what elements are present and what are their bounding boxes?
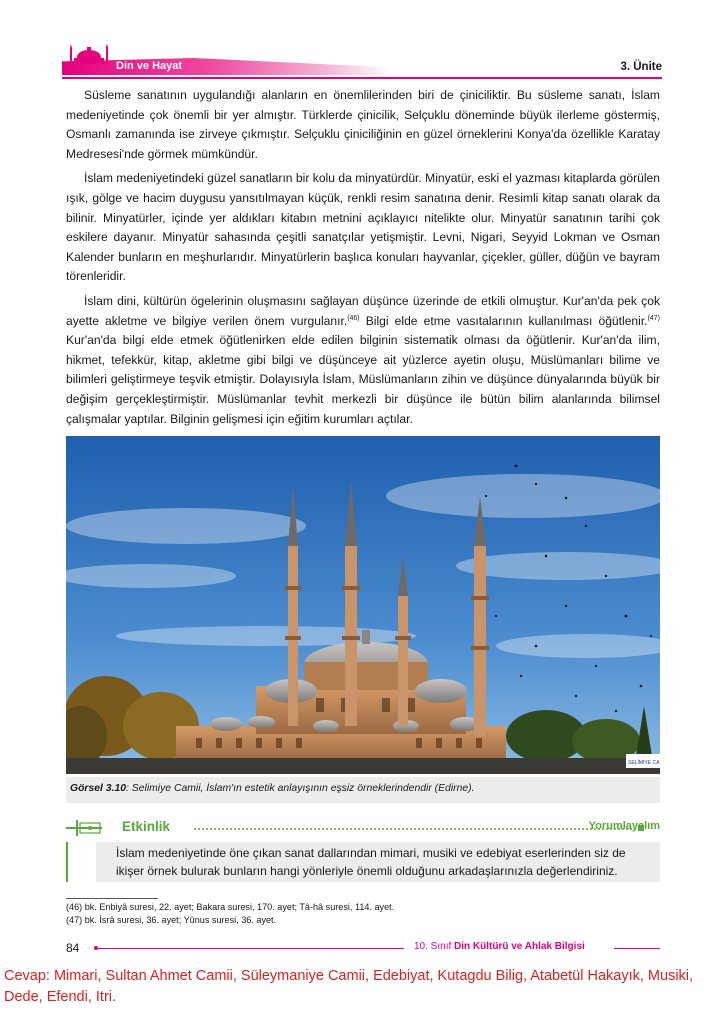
footer-course: Din Kültürü ve Ahlak Bilgisi xyxy=(454,941,585,952)
mosque-illustration xyxy=(66,436,660,774)
activity-header xyxy=(66,816,660,840)
footnote-47: (47) bk. İsrâ suresi, 36. ayet; Yûnus suresi, 36. ayet. xyxy=(66,915,277,925)
answer-text: Cevap: Mimari, Sultan Ahmet Camii, Süleymaniye Camii, Edebiyat, Kutagdu Bilig, Atabetül Hakayık, Musiki, Dede, Efendi, Itri. xyxy=(4,968,694,1005)
paragraph-tile-art: Süsleme sanatının uygulandığı alanların en önemlilerinden biri de çiniciliktir. Bu süsleme sanatı, İslam medeniyetinde çok önemli bir yer almıştır. Türklerde çinicilik, Selçuklu döneminde büyük ilerleme göstermiş, Osmanlı zamanında ise zirveye çıkmıştır. Selçuklu çiniciliğinin en güzel örneklerini Konya'da özellikle Karatay Medresesi'nde görmek mümkündür. xyxy=(66,88,660,161)
footnote-ref-46[interactable]: (46) xyxy=(347,314,360,322)
page-number: 84 xyxy=(66,941,80,955)
figure-caption-box xyxy=(66,777,660,803)
ground xyxy=(66,758,660,774)
selimiye-mosque-photo xyxy=(66,436,660,774)
paragraph-part: İslam dini, kültürün ögelerinin oluşmasını sağlayan düşünce üzerinde de etkili olmuştur. Kur'an'da pek çok ayette akletme ve bilgiye verilen önem vurgulanır. xyxy=(66,293,660,328)
activity-dotted-line xyxy=(194,828,636,830)
footnote-rule xyxy=(66,898,158,899)
figure-caption-text: : Selimiye Camii, İslam'ın estetik anlayışının eşsiz örneklerindendir (Edirne). xyxy=(126,783,475,794)
paragraph-miniature: İslam medeniyetindeki güzel sanatların bir kolu da minyatürdür. Minyatür, eski el yazması kitaplarda görülen ışık, gölge ve hacim duygusu yansıtılmayan küçük, renkli resim sanatına denir. Resimli kitap sanatı olarak da bilinir. Minyatürler, içinde yer aldıkları kitabın metnini açıklayıcı nitelikte olur. Minyatür sanatının tarihi çok eskilere dayanır. Minyatür sahasında çeşitli sanatçılar yetişmiştir. Levni, Nigari, Seyyid Lokman ve Osman Kalender bunların en meşhurlarıdır. Minyatürlerin başlıca konuları hayvanlar, çiçekler, güller, düğün ve bayram törenleridir. xyxy=(66,171,660,284)
activity-icon xyxy=(66,818,116,838)
activity-box xyxy=(96,842,660,882)
paragraph-knowledge xyxy=(66,292,660,429)
street-sign-text: SELİMİYE CA xyxy=(628,760,660,766)
footer-line-right xyxy=(614,948,660,949)
activity-side-rule xyxy=(66,842,68,882)
activity-text: İslam medeniyetinde öne çıkan sanat dallarından mimari, musiki ve edebiyat eserlerinden siz de ikişer örnek bulurak bunların hangi yönleriyle önemli olduğunu arkadaşlarınızla değerlendiriniz. xyxy=(116,846,626,878)
unit-label: 3. Ünite xyxy=(620,61,662,73)
activity-label: Yorumlayalım xyxy=(588,820,660,832)
footer-grade: 10. Sınıf xyxy=(414,941,455,952)
body-text xyxy=(66,86,660,434)
figure-label: Görsel 3.10 xyxy=(70,783,127,794)
paragraph-part: Kur'an'da bilgi elde etmek öğütlenirken elde edilen bilginin sistematik olması da öğütlenir. Kur'an'da ilim, hikmet, tefekkür, kitap, akletme gibi bilgi ve düşünceye ait yüzlerce ayetin oluşu, Müslümanları bilime ve bilimleri geliştirmeye teşvik etmiştir. Dolayısıyla İslam, Müslümanların zihin ve düşünce dünyalarında büyük bir değişim gerçekleştirmiştir. Müslümanlar tevhit merkezli bir düşünce ile bütün bilim alanlarında bilimsel çalışmalar yaptılar. Bilginin gelişmesi için eğitim kurumları açtılar. xyxy=(66,333,660,426)
footnote-46: (46) bk. Enbiyâ suresi, 22. ayet; Bakara suresi, 170. ayet; Tâ-hâ suresi, 114. ayet. xyxy=(66,902,395,912)
footer-book-title xyxy=(414,941,585,952)
header-rule xyxy=(62,77,662,79)
page-header xyxy=(62,44,662,78)
paragraph-part: Bilgi elde etme vasıtalarının kullanılması öğütlenir. xyxy=(359,313,648,328)
section-title: Din ve Hayat xyxy=(116,60,183,72)
figure-caption xyxy=(70,783,475,794)
footnote-ref-47[interactable]: (47) xyxy=(647,314,660,322)
footer-line xyxy=(96,948,404,949)
activity-title: Etkinlik xyxy=(122,819,171,834)
